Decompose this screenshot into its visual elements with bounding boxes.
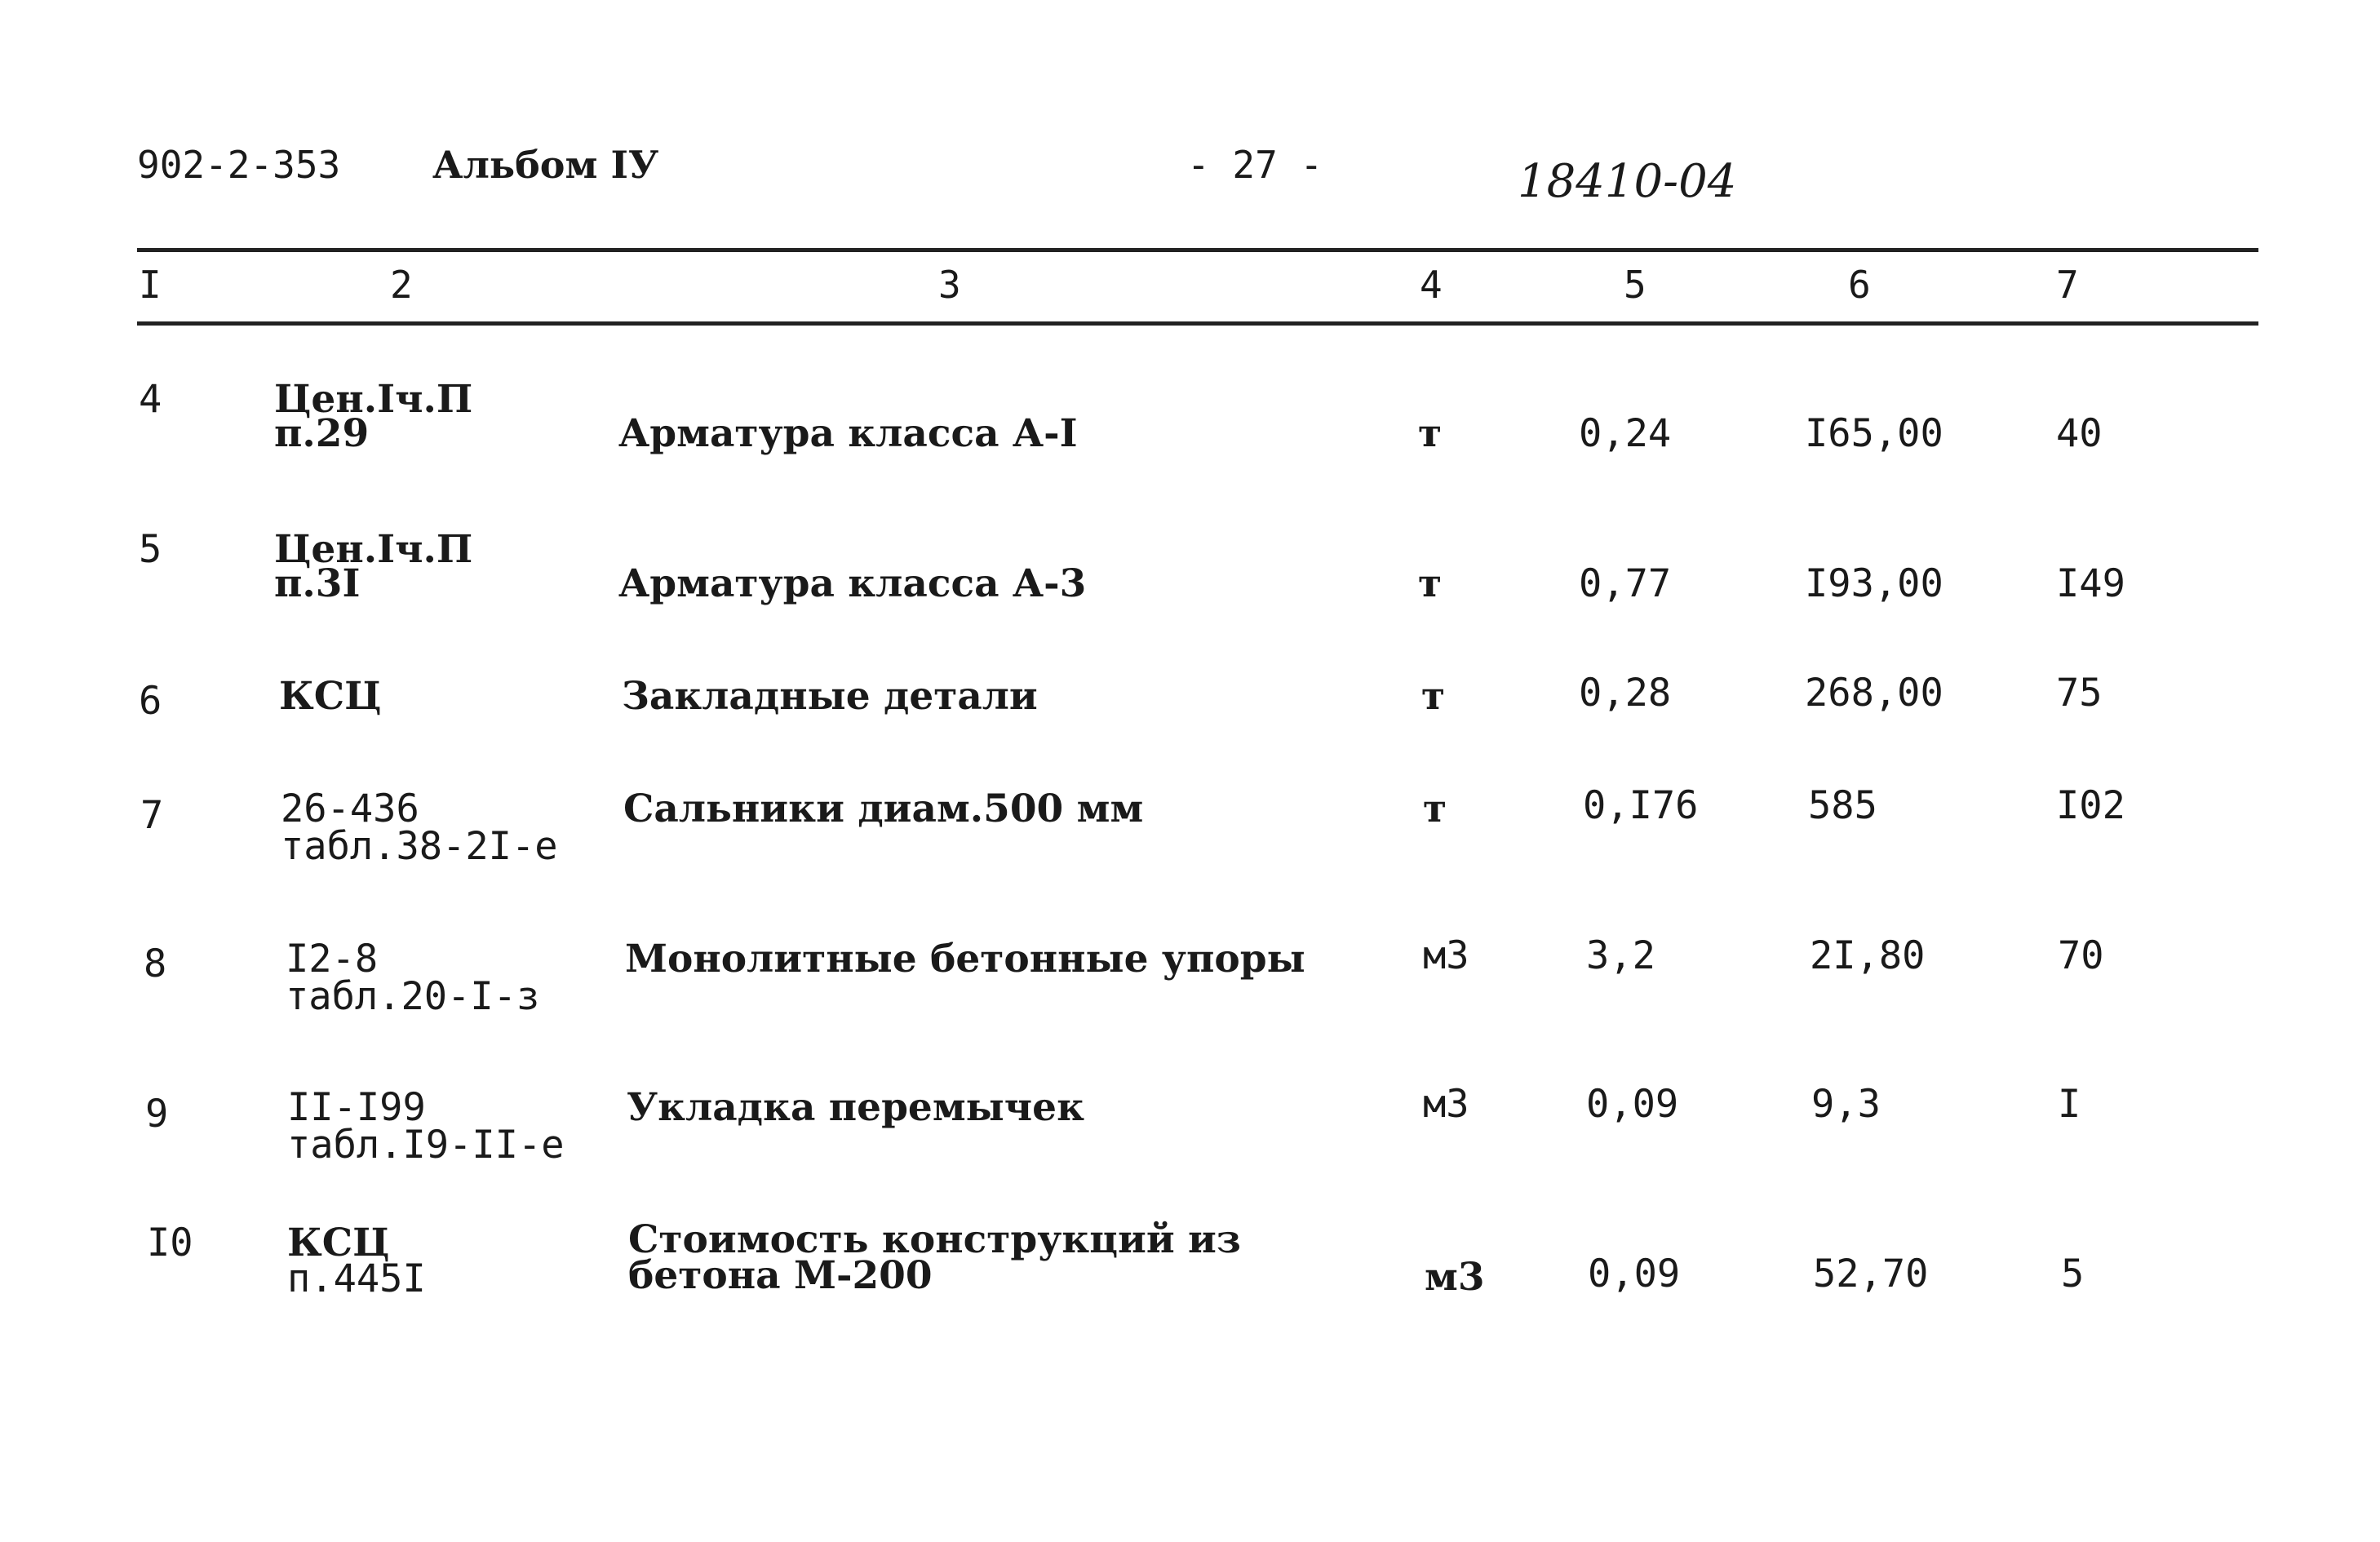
table-header-rule — [137, 321, 2258, 326]
album-label: Альбом IУ — [432, 143, 659, 187]
unit-price: 9,3 — [1811, 1082, 1881, 1127]
unit: т — [1421, 674, 1446, 719]
column-header-1: I — [139, 263, 162, 307]
quantity: 0,09 — [1586, 1082, 1679, 1127]
total: I49 — [2056, 561, 2125, 606]
column-header-6: 6 — [1848, 263, 1871, 307]
unit-price: 585 — [1808, 783, 1877, 828]
unit: т — [1418, 561, 1443, 606]
item-name-line-2: бетона М-200 — [628, 1253, 933, 1298]
total: 70 — [2058, 933, 2104, 978]
item-name: Монолитные бетонные упоры — [625, 937, 1305, 981]
table-top-rule — [137, 248, 2258, 252]
total: I — [2058, 1082, 2081, 1127]
document-code: 902-2-353 — [137, 143, 341, 187]
item-name: Закладные детали — [622, 674, 1038, 719]
reference-line-2: табл.I9-II-е — [287, 1123, 565, 1168]
quantity: 0,28 — [1579, 671, 1672, 716]
item-name: Арматура класса А-3 — [618, 561, 1087, 606]
total: 40 — [2056, 411, 2103, 456]
unit-price: 2I,80 — [1810, 933, 1926, 978]
quantity: 3,2 — [1586, 933, 1655, 978]
quantity: 0,24 — [1579, 411, 1672, 456]
reference-line-1: КСЦ — [279, 674, 382, 719]
row-number: 8 — [144, 942, 167, 986]
reference-line-2: п.29 — [274, 411, 370, 456]
column-header-5: 5 — [1624, 263, 1646, 307]
unit-price: 52,70 — [1813, 1252, 1929, 1296]
unit: т — [1423, 787, 1447, 831]
reference-line-2: табл.20-I-з — [286, 974, 540, 1019]
row-number: I0 — [147, 1221, 193, 1265]
column-header-4: 4 — [1420, 263, 1443, 307]
reference-line-1: КСЦ — [287, 1221, 390, 1265]
unit-price: I65,00 — [1805, 411, 1943, 456]
row-number: 5 — [139, 527, 162, 572]
reference-line-1: Цен.Iч.П — [274, 527, 473, 572]
total: 75 — [2056, 671, 2103, 716]
quantity: 0,09 — [1588, 1252, 1681, 1296]
unit: м3 — [1425, 1255, 1485, 1300]
row-number: 9 — [145, 1092, 169, 1137]
row-number: 6 — [139, 679, 162, 724]
reference-line-1: Цен.Iч.П — [274, 377, 473, 422]
reference-line-2: табл.38-2I-е — [281, 824, 558, 869]
quantity: 0,77 — [1579, 561, 1672, 606]
reference-line-1: 26-436 — [281, 787, 419, 831]
total: I02 — [2056, 783, 2125, 828]
unit: м3 — [1423, 933, 1469, 978]
quantity: 0,I76 — [1583, 783, 1699, 828]
column-header-3: 3 — [938, 263, 961, 307]
row-number: 4 — [139, 377, 162, 422]
handwritten-number: 18410-04 — [1518, 155, 1737, 208]
reference-line-1: II-I99 — [287, 1085, 426, 1130]
row-number: 7 — [140, 793, 164, 838]
column-header-2: 2 — [390, 263, 413, 307]
unit: т — [1418, 411, 1443, 456]
reference-line-2: п.445I — [287, 1256, 426, 1301]
total: 5 — [2061, 1252, 2085, 1296]
item-name: Арматура класса А-I — [618, 411, 1078, 456]
column-header-7: 7 — [2056, 263, 2079, 307]
item-name: Укладка перемычек — [627, 1085, 1085, 1130]
reference-line-1: I2-8 — [286, 937, 379, 981]
page-number: - 27 - — [1187, 143, 1323, 187]
unit-price: 268,00 — [1805, 671, 1943, 716]
item-name-line-1: Стоимость конструкций из — [628, 1217, 1241, 1262]
unit-price: I93,00 — [1805, 561, 1943, 606]
unit: м3 — [1423, 1082, 1469, 1127]
reference-line-2: п.3I — [274, 561, 361, 606]
item-name: Сальники диам.500 мм — [623, 787, 1144, 831]
